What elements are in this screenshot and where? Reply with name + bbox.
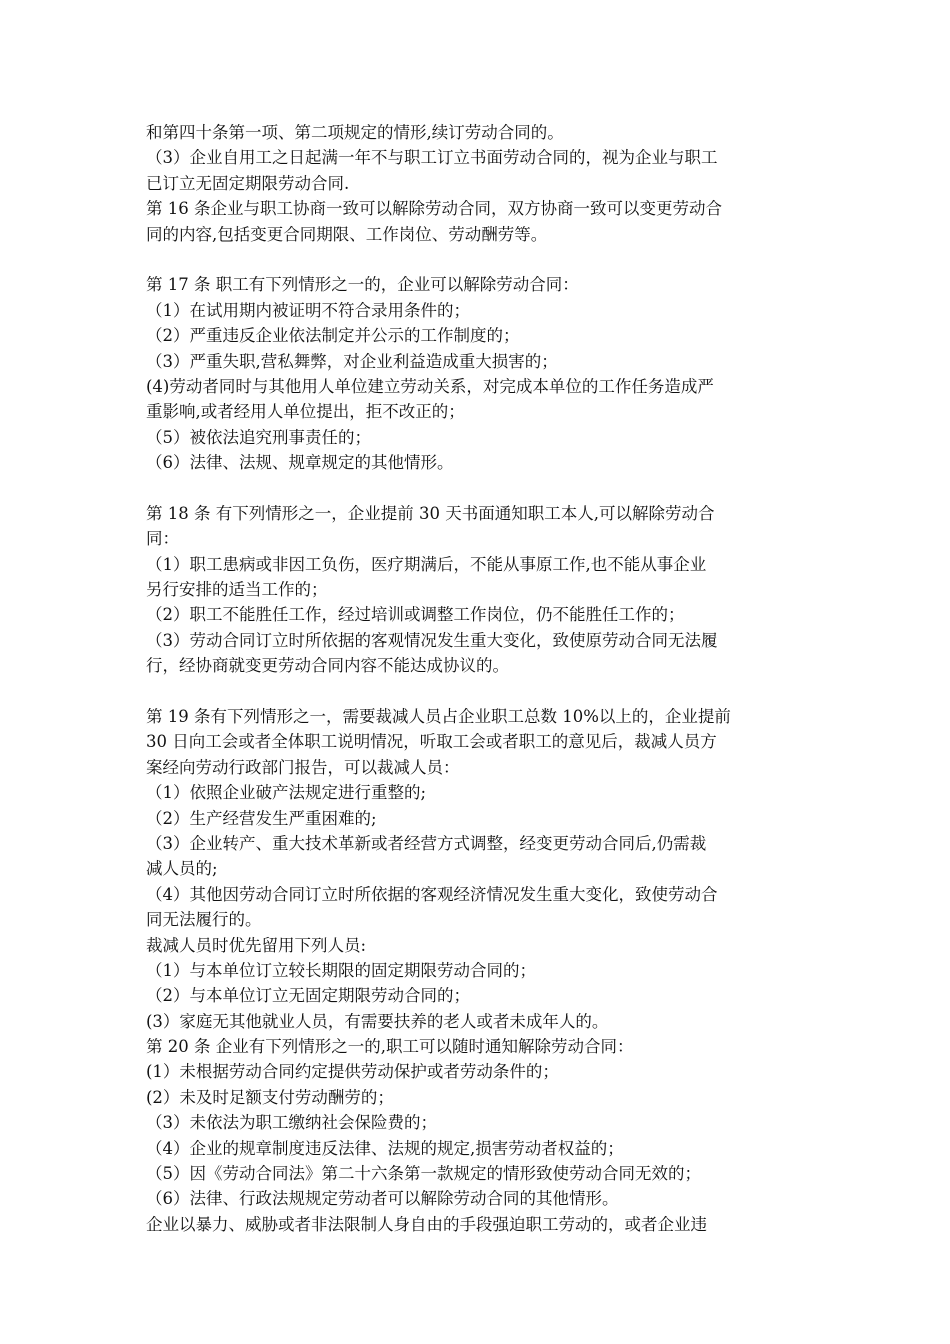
text-line: （3）严重失职,营私舞弊，对企业利益造成重大损害的； bbox=[146, 351, 558, 371]
text-line: （1）依照企业破产法规定进行重整的; bbox=[146, 783, 427, 803]
text-line: 同的内容,包括变更合同期限、工作岗位、劳动酬劳等。 bbox=[146, 224, 548, 244]
text-line: (3）家庭无其他就业人员，有需要扶养的老人或者未成年人的。 bbox=[146, 1011, 609, 1031]
text-line: 第 20 条 企业有下列情形之一的,职工可以随时通知解除劳动合同： bbox=[146, 1037, 634, 1057]
text-line: 第 19 条有下列情形之一，需要裁减人员占企业职工总数 10%以上的，企业提前 bbox=[146, 706, 731, 726]
text-line: （2）职工不能胜任工作，经过培训或调整工作岗位，仍不能胜任工作的； bbox=[146, 605, 685, 625]
text-line: （5）因《劳动合同法》第二十六条第一款规定的情形致使劳动合同无效的； bbox=[146, 1164, 701, 1184]
text-line: （3）劳动合同订立时所依据的客观情况发生重大变化，致使原劳动合同无法履 bbox=[146, 630, 718, 650]
text-line: 案经向劳动行政部门报告，可以裁减人员： bbox=[146, 757, 460, 777]
text-line: （3）企业转产、重大技术革新或者经营方式调整，经变更劳动合同后,仍需裁 bbox=[146, 833, 707, 853]
text-line: 同： bbox=[146, 529, 179, 549]
text-line: (2）未及时足额支付劳动酬劳的； bbox=[146, 1087, 394, 1107]
text-line: （5）被依法追究刑事责任的； bbox=[146, 427, 371, 447]
text-line: 第 18 条 有下列情形之一，企业提前 30 天书面通知职工本人,可以解除劳动合 bbox=[146, 503, 715, 523]
text-line: 和第四十条第一项、第二项规定的情形,续订劳动合同的。 bbox=[146, 123, 564, 142]
text-line: （6）法律、行政法规规定劳动者可以解除劳动合同的其他情形。 bbox=[146, 1189, 619, 1209]
text-line: （3）企业自用工之日起满一年不与职工订立书面劳动合同的，视为企业与职工 bbox=[146, 148, 718, 168]
text-line: （1）在试用期内被证明不符合录用条件的； bbox=[146, 300, 470, 320]
text-line: （2）与本单位订立无固定期限劳动合同的； bbox=[146, 986, 470, 1006]
text-line: （2）生产经营发生严重困难的; bbox=[146, 808, 377, 828]
text-line: 减人员的; bbox=[146, 859, 218, 879]
text-line: （1）职工患病或非因工负伤，医疗期满后，不能从事原工作,也不能从事企业 bbox=[146, 554, 707, 574]
text-line: （4）其他因劳动合同订立时所依据的客观经济情况发生重大变化，致使劳动合 bbox=[146, 884, 718, 904]
text-line: 另行安排的适当工作的； bbox=[146, 580, 328, 600]
text-line: (4)劳动者同时与其他用人单位建立劳动关系，对完成本单位的工作任务造成严 bbox=[146, 376, 714, 396]
text-line: （3）未依法为职工缴纳社会保险费的； bbox=[146, 1113, 437, 1133]
text-line: 第 16 条企业与职工协商一致可以解除劳动合同，双方协商一致可以变更劳动合 bbox=[146, 199, 722, 219]
text-line: 已订立无固定期限劳动合同. bbox=[146, 173, 350, 193]
text-line: （2）严重违反企业依法制定并公示的工作制度的； bbox=[146, 326, 520, 346]
text-line: 行，经协商就变更劳动合同内容不能达成协议的。 bbox=[146, 656, 509, 676]
text-line: 企业以暴力、威胁或者非法限制人身自由的手段强迫职工劳动的，或者企业违 bbox=[146, 1214, 707, 1234]
paragraph-spacer bbox=[146, 679, 816, 704]
text-line: （6）法律、法规、规章规定的其他情形。 bbox=[146, 453, 454, 473]
paragraph-spacer bbox=[146, 475, 816, 500]
text-line: （1）与本单位订立较长期限的固定期限劳动合同的； bbox=[146, 960, 536, 980]
text-line: 第 17 条 职工有下列情形之一的，企业可以解除劳动合同： bbox=[146, 275, 579, 295]
document-body bbox=[146, 120, 816, 1237]
text-line: 裁减人员时优先留用下列人员: bbox=[146, 935, 367, 955]
text-line: (1）未根据劳动合同约定提供劳动保护或者劳动条件的； bbox=[146, 1062, 559, 1082]
text-line: （4）企业的规章制度违反法律、法规的规定,损害劳动者权益的； bbox=[146, 1138, 624, 1158]
text-line: 重影响,或者经用人单位提出，拒不改正的； bbox=[146, 402, 465, 422]
text-line: 同无法履行的。 bbox=[146, 910, 262, 930]
paragraph-spacer bbox=[146, 247, 816, 272]
text-line: 30 日向工会或者全体职工说明情况，听取工会或者职工的意见后，裁减人员方 bbox=[146, 732, 717, 752]
